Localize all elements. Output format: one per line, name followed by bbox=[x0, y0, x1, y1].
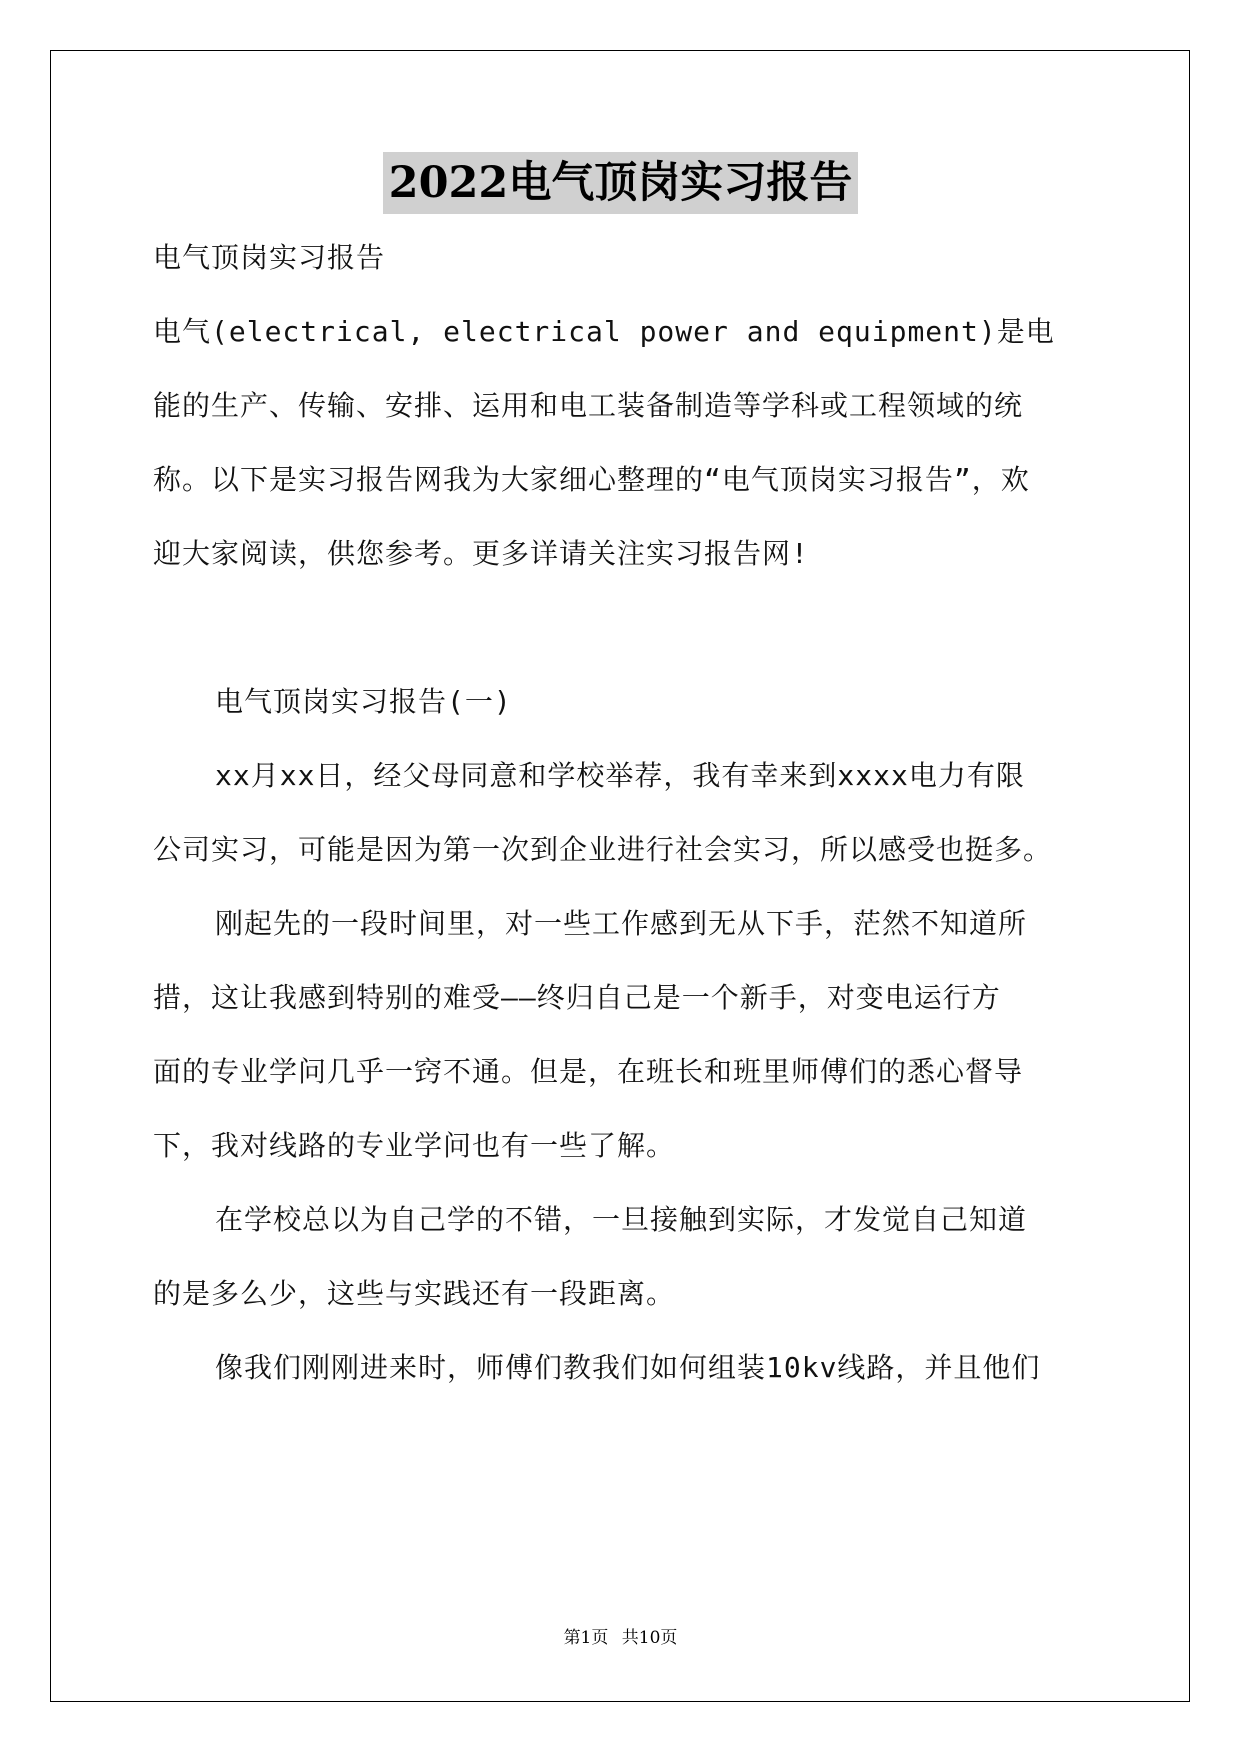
subtitle-line: 电气顶岗实习报告 bbox=[153, 241, 386, 274]
paragraph-line: 公司实习，可能是因为第一次到企业进行社会实习，所以感受也挺多。 bbox=[153, 833, 1053, 866]
paragraph-line: xx月xx日，经父母同意和学校举荐，我有幸来到xxxx电力有限 bbox=[215, 759, 1025, 792]
paragraph-line: 能的生产、传输、安排、运用和电工装备制造等学科或工程领域的统 bbox=[153, 389, 1024, 422]
page-footer bbox=[0, 1623, 1241, 1648]
paragraph-line: 下，我对线路的专业学问也有一些了解。 bbox=[153, 1129, 676, 1162]
paragraph-line: 称。以下是实习报告网我为大家细心整理的“电气顶岗实习报告”，欢 bbox=[153, 463, 1030, 496]
paragraph-line: 迎大家阅读，供您参考。更多详请关注实习报告网! bbox=[153, 537, 809, 570]
document-title: 2022电气顶岗实习报告 bbox=[383, 152, 859, 214]
paragraph-line: 面的专业学问几乎一窍不通。但是，在班长和班里师傅们的悉心督导 bbox=[153, 1055, 1024, 1088]
paragraph-line: 像我们刚刚进来时，师傅们教我们如何组装10kv线路，并且他们 bbox=[215, 1351, 1041, 1384]
page-border bbox=[50, 50, 1190, 1702]
paragraph-line: 刚起先的一段时间里，对一些工作感到无从下手，茫然不知道所 bbox=[215, 907, 1028, 940]
paragraph-line: 在学校总以为自己学的不错，一旦接触到实际，才发觉自己知道 bbox=[215, 1203, 1028, 1236]
paragraph-line: 的是多么少，这些与实践还有一段距离。 bbox=[153, 1277, 676, 1310]
page-number: 第1页 bbox=[563, 1628, 609, 1648]
section-heading: 电气顶岗实习报告(一) bbox=[215, 685, 512, 718]
page-total: 共10页 bbox=[621, 1628, 678, 1648]
paragraph-line: 措，这让我感到特别的难受——终归自己是一个新手，对变电运行方 bbox=[153, 981, 1001, 1014]
paragraph-line: 电气(electrical, electrical power and equipment)是电 bbox=[153, 315, 1055, 348]
title-wrap bbox=[0, 152, 1241, 214]
